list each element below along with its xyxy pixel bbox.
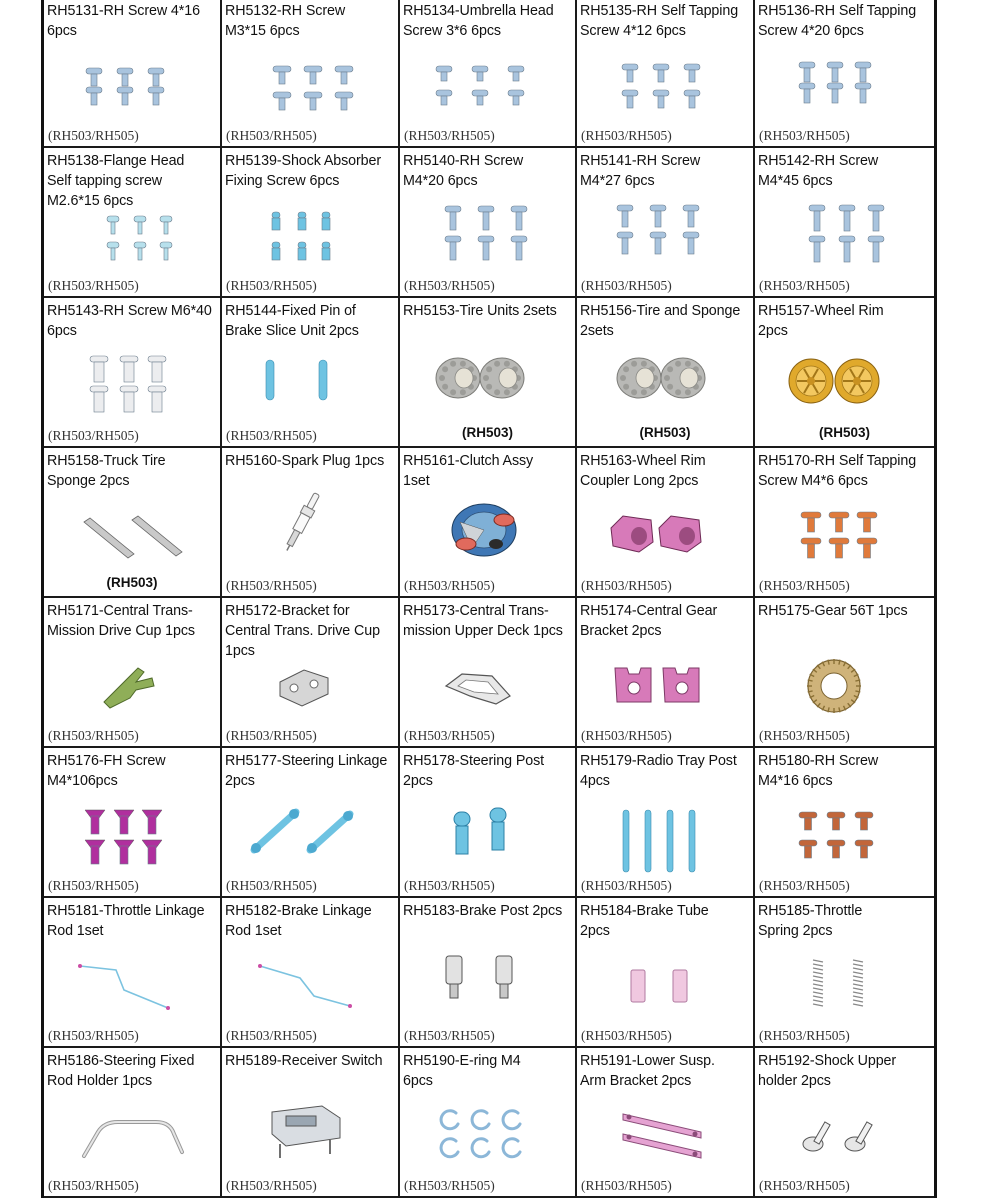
- model-compat-note: (RH503): [106, 575, 158, 590]
- part-title: RH5157-Wheel Rim 2pcs: [758, 303, 884, 339]
- part-cell: [222, 898, 400, 1048]
- model-compat-note: (RH503/RH505): [48, 278, 139, 293]
- part-title: RH5138-Flange Head Self tapping screw M2.6*15 6pcs: [47, 153, 185, 209]
- model-compat-note: (RH503/RH505): [404, 278, 495, 293]
- part-title: RH5181-Throttle Linkage Rod 1set: [47, 903, 205, 939]
- model-compat-note: (RH503/RH505): [759, 1028, 850, 1043]
- part-cell: [755, 148, 934, 298]
- part-title: RH5175-Gear 56T 1pcs: [758, 603, 908, 619]
- model-compat-note: (RH503/RH505): [581, 578, 672, 593]
- model-compat-note: (RH503/RH505): [759, 1178, 850, 1193]
- part-title: RH5163-Wheel Rim Coupler Long 2pcs: [580, 453, 706, 489]
- part-cell: [400, 0, 577, 148]
- part-title: RH5153-Tire Units 2sets: [403, 303, 557, 319]
- part-title: RH5135-RH Self Tapping Screw 4*12 6pcs: [580, 3, 739, 39]
- part-title: RH5189-Receiver Switch: [225, 1053, 383, 1069]
- part-cell: [577, 598, 755, 748]
- model-compat-note: (RH503/RH505): [226, 878, 317, 893]
- model-compat-note: (RH503): [818, 425, 870, 440]
- part-cell: [222, 748, 400, 898]
- part-title: RH5182-Brake Linkage Rod 1set: [225, 903, 372, 939]
- model-compat-note: (RH503/RH505): [581, 728, 672, 743]
- part-title: RH5134-Umbrella Head Screw 3*6 6pcs: [403, 3, 554, 39]
- model-compat-note: (RH503/RH505): [226, 728, 317, 743]
- model-compat-note: (RH503/RH505): [48, 1028, 139, 1043]
- model-compat-note: (RH503/RH505): [759, 278, 850, 293]
- part-cell: [400, 898, 577, 1048]
- part-cell: [577, 448, 755, 598]
- part-title: RH5183-Brake Post 2pcs: [403, 903, 563, 919]
- model-compat-note: (RH503/RH505): [404, 128, 495, 143]
- model-compat-note: (RH503/RH505): [226, 278, 317, 293]
- part-cell: [222, 598, 400, 748]
- part-title: RH5192-Shock Upper holder 2pcs: [758, 1053, 897, 1089]
- part-cell: [755, 298, 934, 448]
- part-cell: [755, 748, 934, 898]
- part-cell: [755, 0, 934, 148]
- part-cell: [400, 298, 577, 448]
- part-title: RH5141-RH Screw M4*27 6pcs: [580, 153, 701, 189]
- part-cell: [44, 0, 222, 148]
- part-cell: [577, 148, 755, 298]
- part-cell: [44, 748, 222, 898]
- model-compat-note: (RH503/RH505): [404, 578, 495, 593]
- model-compat-note: (RH503/RH505): [226, 1178, 317, 1193]
- part-title: RH5136-RH Self Tapping Screw 4*20 6pcs: [758, 3, 917, 39]
- model-compat-note: (RH503/RH505): [581, 1178, 672, 1193]
- part-title: RH5185-Throttle Spring 2pcs: [758, 903, 863, 939]
- part-title: RH5171-Central Trans- Mission Drive Cup 1pcs: [47, 603, 195, 639]
- part-cell: [755, 448, 934, 598]
- part-cell: [44, 598, 222, 748]
- part-title: RH5143-RH Screw M6*40 6pcs: [47, 303, 212, 339]
- model-compat-note: (RH503/RH505): [581, 128, 672, 143]
- part-title: RH5174-Central Gear Bracket 2pcs: [580, 603, 718, 639]
- model-compat-note: (RH503/RH505): [48, 878, 139, 893]
- part-title: RH5179-Radio Tray Post 4pcs: [580, 753, 737, 789]
- model-compat-note: (RH503/RH505): [404, 1028, 495, 1043]
- part-title: RH5173-Central Trans- mission Upper Deck 1pcs: [403, 603, 563, 639]
- part-title: RH5184-Brake Tube 2pcs: [580, 903, 709, 939]
- part-title: RH5131-RH Screw 4*16 6pcs: [47, 3, 200, 39]
- part-title: RH5139-Shock Absorber Fixing Screw 6pcs: [225, 153, 382, 189]
- model-compat-note: (RH503/RH505): [581, 1028, 672, 1043]
- model-compat-note: (RH503/RH505): [226, 1028, 317, 1043]
- model-compat-note: (RH503/RH505): [581, 878, 672, 893]
- model-compat-note: (RH503/RH505): [404, 878, 495, 893]
- part-cell: [44, 298, 222, 448]
- part-cell: [44, 1048, 222, 1198]
- part-cell: [400, 148, 577, 298]
- part-cell: [755, 898, 934, 1048]
- part-title: RH5140-RH Screw M4*20 6pcs: [403, 153, 524, 189]
- model-compat-note: (RH503/RH505): [48, 428, 139, 443]
- model-compat-note: (RH503/RH505): [404, 1178, 495, 1193]
- part-title: RH5156-Tire and Sponge 2sets: [580, 303, 741, 339]
- model-compat-note: (RH503/RH505): [48, 1178, 139, 1193]
- model-compat-note: (RH503/RH505): [48, 128, 139, 143]
- model-compat-note: (RH503/RH505): [226, 428, 317, 443]
- part-title: RH5191-Lower Susp. Arm Bracket 2pcs: [580, 1053, 715, 1089]
- part-title: RH5172-Bracket for Central Trans. Drive Cup 1pcs: [225, 603, 380, 659]
- part-title: RH5132-RH Screw M3*15 6pcs: [225, 3, 346, 39]
- model-compat-note: (RH503/RH505): [581, 278, 672, 293]
- part-title: RH5190-E-ring M4 6pcs: [403, 1053, 521, 1089]
- part-cell: [222, 0, 400, 148]
- part-cell: [400, 448, 577, 598]
- model-compat-note: (RH503/RH505): [759, 578, 850, 593]
- model-compat-note: (RH503): [461, 425, 513, 440]
- part-title: RH5142-RH Screw M4*45 6pcs: [758, 153, 879, 189]
- part-cell: [44, 448, 222, 598]
- model-compat-note: (RH503/RH505): [226, 128, 317, 143]
- model-compat-note: (RH503/RH505): [48, 728, 139, 743]
- part-cell: [222, 448, 400, 598]
- part-title: RH5158-Truck Tire Sponge 2pcs: [47, 453, 166, 489]
- part-cell: [577, 1048, 755, 1198]
- part-cell: [44, 148, 222, 298]
- part-cell: [400, 598, 577, 748]
- part-title: RH5180-RH Screw M4*16 6pcs: [758, 753, 879, 789]
- part-cell: [222, 1048, 400, 1198]
- part-cell: [44, 898, 222, 1048]
- part-title: RH5161-Clutch Assy 1set: [403, 453, 534, 489]
- part-title: RH5144-Fixed Pin of Brake Slice Unit 2pcs: [225, 303, 359, 339]
- model-compat-note: (RH503/RH505): [759, 728, 850, 743]
- part-cell: [577, 0, 755, 148]
- part-title: RH5177-Steering Linkage 2pcs: [225, 753, 388, 789]
- part-title: RH5178-Steering Post 2pcs: [403, 753, 545, 789]
- part-cell: [577, 748, 755, 898]
- model-compat-note: (RH503/RH505): [226, 578, 317, 593]
- part-cell: [222, 298, 400, 448]
- model-compat-note: (RH503/RH505): [404, 728, 495, 743]
- model-compat-note: (RH503/RH505): [759, 128, 850, 143]
- part-cell: [755, 598, 934, 748]
- part-title: RH5176-FH Screw M4*106pcs: [47, 753, 166, 789]
- page-right-margin: [934, 0, 1000, 1198]
- part-title: RH5186-Steering Fixed Rod Holder 1pcs: [47, 1053, 195, 1089]
- part-cell: [577, 298, 755, 448]
- model-compat-note: (RH503/RH505): [759, 878, 850, 893]
- part-cell: [400, 748, 577, 898]
- part-title: RH5170-RH Self Tapping Screw M4*6 6pcs: [758, 453, 917, 489]
- part-title: RH5160-Spark Plug 1pcs: [225, 453, 385, 469]
- part-cell: [755, 1048, 934, 1198]
- part-cell: [222, 148, 400, 298]
- model-compat-note: (RH503): [639, 425, 691, 440]
- page-left-margin: [0, 0, 44, 1198]
- part-cell: [400, 1048, 577, 1198]
- part-cell: [577, 898, 755, 1048]
